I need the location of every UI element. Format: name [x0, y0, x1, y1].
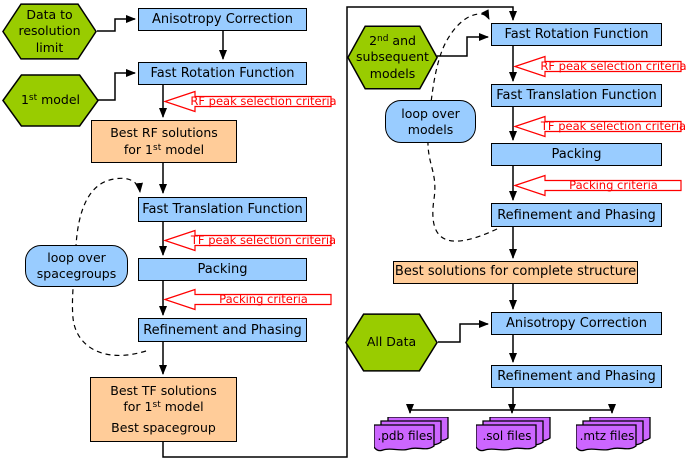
loop-label-line: loop over — [47, 250, 106, 266]
node-label: Fast Translation Function — [496, 88, 657, 103]
node-label: Packing — [551, 147, 602, 162]
node-anisotropy-correction-right — [491, 312, 662, 335]
file-label: .mtz files — [579, 429, 635, 443]
result-line: Best TF solutions — [110, 383, 217, 399]
callout-text: Packing criteria — [219, 292, 308, 306]
node-fast-rotation-left — [138, 62, 307, 85]
loop-spacegroups-node — [25, 245, 128, 287]
node-packing-left — [138, 258, 307, 281]
hex-label — [2, 3, 97, 60]
node-label: Anisotropy Correction — [506, 316, 647, 331]
result-line: Best RF solutions — [110, 125, 218, 141]
node-subsequent-models-hex — [347, 25, 438, 90]
file-stack-sol — [476, 417, 552, 455]
result-line: Best solutions for complete structure — [394, 264, 637, 280]
result-line — [124, 142, 204, 158]
callout-packing-criteria-left — [163, 288, 333, 311]
callout-text: TF peak selection criteria — [190, 233, 337, 247]
callout-text: TF peak selection criteria — [540, 119, 687, 133]
node-label: Fast Translation Function — [142, 202, 303, 217]
hex-label-line: All Data — [366, 334, 417, 350]
node-all-data-hex — [345, 313, 438, 372]
result-sup: st — [153, 142, 162, 153]
node-refinement-final — [491, 365, 662, 388]
hex-label — [2, 74, 99, 127]
result-best-rf — [91, 120, 237, 163]
node-data-to-resolution-hex — [2, 3, 97, 60]
callout-rf-criteria-right — [513, 55, 687, 78]
hex-label — [345, 313, 438, 372]
node-label: Refinement and Phasing — [143, 322, 302, 338]
callout-packing-criteria-right — [513, 174, 683, 197]
loop-label-line: spacegroups — [36, 266, 117, 281]
result-line: Best spacegroup — [111, 419, 216, 435]
node-label: Fast Rotation Function — [504, 27, 649, 42]
result-best-solutions — [393, 261, 638, 284]
node-refinement-left — [138, 318, 307, 342]
result-line — [123, 399, 203, 415]
callout-rf-criteria-left — [163, 90, 337, 113]
loop-models-node — [385, 100, 476, 143]
hex-label-text: and — [388, 33, 416, 49]
file-label: .pdb files — [377, 429, 433, 443]
node-fast-translation-left — [138, 197, 307, 222]
hex-label-line: subsequent — [356, 49, 429, 65]
node-label: Refinement and Phasing — [497, 207, 656, 223]
node-label: Anisotropy Correction — [152, 12, 293, 27]
hex-label-line — [21, 92, 80, 108]
hex-label-sup: nd — [377, 34, 389, 45]
node-packing-right — [491, 143, 662, 166]
node-fast-translation-right — [491, 84, 662, 107]
node-label: Packing — [197, 262, 248, 277]
file-stack-pdb — [374, 417, 450, 455]
hex-label-line: resolution — [18, 23, 81, 39]
result-text: for 1 — [123, 141, 153, 157]
callout-tf-criteria-left — [163, 229, 337, 252]
hex-label-line: models — [369, 65, 416, 81]
callout-tf-criteria-right — [513, 115, 687, 138]
node-refinement-right — [491, 203, 662, 227]
hex-label-line: limit — [35, 39, 64, 55]
file-label: .sol files — [482, 429, 532, 443]
callout-text: RF peak selection criteria — [540, 59, 687, 73]
hex-label — [347, 25, 438, 90]
node-anisotropy-correction-left — [138, 8, 307, 31]
loop-label-line: loop over — [401, 105, 460, 121]
result-sup: st — [152, 400, 161, 411]
file-stack-mtz — [576, 417, 652, 455]
hex-label-text: 2 — [369, 33, 378, 49]
node-label: Refinement and Phasing — [497, 369, 656, 384]
hex-label-line — [369, 33, 416, 49]
node-fast-rotation-right — [491, 23, 662, 46]
result-text: model — [160, 399, 204, 415]
node-first-model-hex — [2, 74, 99, 127]
loop-label-line: models — [407, 121, 454, 137]
callout-text: Packing criteria — [569, 178, 658, 192]
callout-text: RF peak selection criteria — [190, 94, 337, 108]
hex-label-text: model — [37, 92, 81, 108]
result-text: for 1 — [123, 399, 153, 415]
result-best-tf — [90, 377, 237, 442]
hex-label-sup: st — [28, 93, 38, 104]
node-label: Fast Rotation Function — [150, 66, 295, 81]
hex-label-text: 1 — [20, 92, 29, 108]
hex-label-line: Data to — [26, 7, 73, 23]
result-text: model — [161, 141, 205, 157]
